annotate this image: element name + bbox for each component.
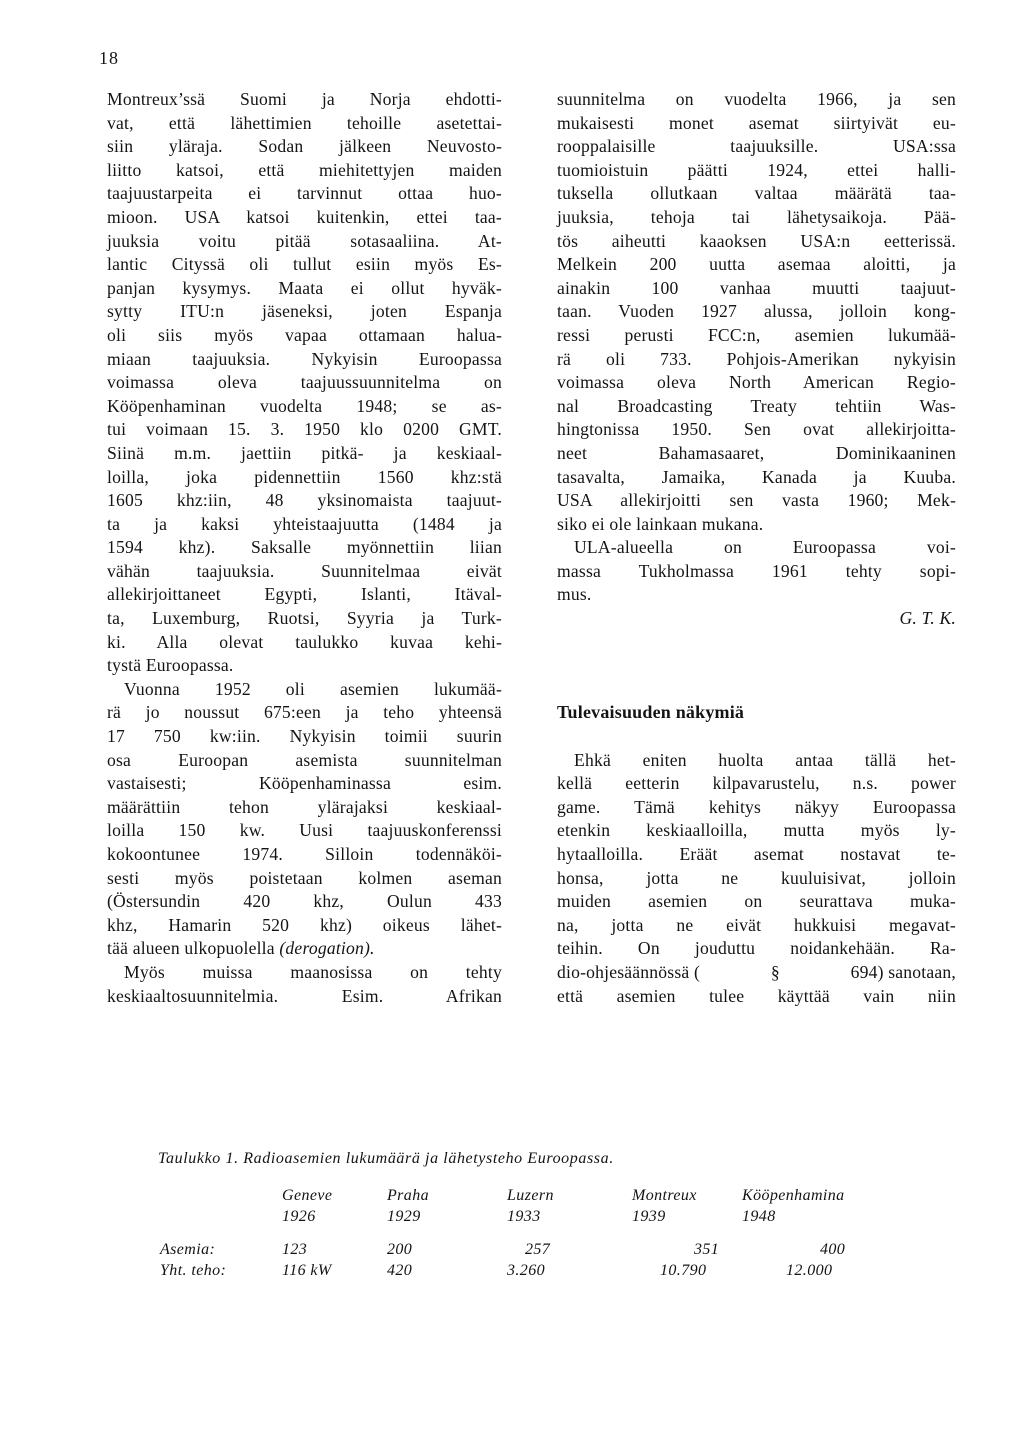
text-line: keskiaaltosuunnitelmia. Esim. Afrikan	[107, 985, 502, 1006]
column-header: Praha	[387, 1186, 429, 1204]
text-line: kellä eetterin kilpavarustelu, n.s. power	[557, 773, 956, 794]
section-heading: Tulevaisuuden näkymiä	[557, 702, 745, 723]
table-cell: 12.000	[786, 1261, 833, 1279]
text-line: ta ja kaksi yhteistaajuutta (1484 ja	[107, 513, 502, 534]
text-line: osa Euroopan asemista suunnitelman	[107, 749, 502, 770]
text-line: tuomioistuin päätti 1924, ettei halli-	[557, 159, 956, 180]
column-year: 1926	[282, 1207, 316, 1225]
text-line: 17 750 kw:iin. Nykyisin toimii suurin	[107, 726, 502, 747]
table-cell: 351	[694, 1240, 720, 1258]
text-line: tös aiheutti kaaoksen USA:n eetterissä.	[557, 230, 956, 251]
table-corner	[160, 1185, 282, 1206]
text-line: Melkein 200 uutta asemaa aloitti, ja	[557, 254, 956, 275]
table-row	[160, 1260, 872, 1281]
text-line: na, jotta ne eivät hukkuisi megavat-	[557, 914, 956, 935]
text-line: allekirjoittaneet Egypti, Islanti, Itäval-	[107, 584, 502, 605]
column-header: Montreux	[632, 1186, 697, 1204]
text-line: miaan taajuuksia. Nykyisin Euroopassa	[107, 348, 502, 369]
text-line: rä oli 733. Pohjois-Amerikan nykyisin	[557, 348, 956, 369]
table-cell: 257	[525, 1240, 551, 1258]
text-fragment: dio-ohjesäännössä (	[557, 961, 701, 982]
text-line: 1594 khz). Saksalle myönnettiin liian	[107, 537, 502, 558]
text-line: massa Tukholmassa 1961 tehty sopi-	[557, 560, 956, 581]
text-line: ainakin 100 vanhaa muutti taajuut-	[557, 277, 956, 298]
text-line: etenkin keskiaalloilla, mutta myös ly-	[557, 820, 956, 841]
text-line: kokoontunee 1974. Silloin todennäköi-	[107, 844, 502, 864]
text-line: juuksia voitu pitää sotasaaliina. At-	[107, 230, 502, 251]
table-cell: 3.260	[507, 1261, 545, 1279]
text-line: hingtonissa 1950. Sen ovat allekirjoitta-	[557, 419, 956, 440]
text-line: tui voimaan 15. 3. 1950 klo 0200 GMT.	[107, 419, 502, 440]
text-fragment: 694) sanotaan,	[850, 961, 956, 982]
text-line: tuksella ollutkaan valtaa määrätä taa-	[557, 183, 956, 204]
text-fragment: tää alueen ulkopuolella	[107, 938, 280, 959]
text-line: 1605 khz:iin, 48 yksinomaista taajuut-	[107, 490, 502, 511]
text-line: nal Broadcasting Treaty tehtiin Was-	[557, 395, 956, 416]
table-cell: 116 kW	[282, 1261, 332, 1279]
table-row	[160, 1239, 872, 1260]
text-line: (Östersundin 420 khz, Oulun 433	[107, 891, 502, 912]
text-line: panjan kysymys. Maata ei ollut hyväk-	[107, 277, 502, 298]
text-line: tasavalta, Jamaika, Kanada ja Kuuba.	[557, 466, 956, 487]
column-year: 1939	[632, 1207, 666, 1225]
text-line: vat, että lähettimien tehoille asetettai-	[107, 112, 502, 133]
table-cell: 123	[282, 1240, 308, 1258]
table-cell: 10.790	[660, 1261, 707, 1279]
text-line: Vuonna 1952 oli asemien lukumää-	[124, 678, 502, 699]
text-line: vastaisesti; Kööpenhaminassa esim.	[107, 773, 502, 794]
text-line: sesti myös poistetaan kolmen aseman	[107, 867, 502, 888]
text-line: lantic Cityssä oli tullut esiin myös Es-	[107, 254, 502, 275]
spacer	[557, 725, 956, 749]
text-line: Siinä m.m. jaettiin pitkä- ja keskiaal-	[107, 442, 502, 463]
table-caption: Taulukko 1. Radioasemien lukumäärä ja lähetysteho Euroopassa.	[158, 1150, 614, 1167]
column-year: 1948	[742, 1207, 776, 1225]
text-line: siko ei ole lainkaan mukana.	[557, 513, 764, 534]
author-initials: G. T. K.	[899, 608, 956, 629]
text-line: siin yläraja. Sodan jälkeen Neuvosto-	[107, 136, 502, 157]
text-line: määrättiin tehon ylärajaksi keskiaal-	[107, 796, 502, 817]
text-line: Ehkä eniten huolta antaa tällä het-	[574, 749, 956, 770]
text-line: Kööpenhaminan vuodelta 1948; se as-	[107, 395, 502, 416]
text-line: loilla 150 kw. Uusi taajuuskonferenssi	[107, 820, 502, 841]
stations-table	[160, 1185, 872, 1281]
table-year-row	[160, 1206, 872, 1239]
table-header-row	[160, 1185, 872, 1206]
text-line: juuksia, tehoja tai lähetysaikoja. Pää-	[557, 206, 956, 227]
text-line: ressi perusti FCC:n, asemien lukumää-	[557, 324, 956, 345]
column-year: 1933	[507, 1207, 541, 1225]
text-line: ULA-alueella on Euroopassa voi-	[574, 537, 956, 558]
text-line: hytaalloilla. Eräät asemat nostavat te-	[557, 844, 956, 864]
row-label: Asemia:	[160, 1240, 216, 1258]
text-line: mioon. USA katsoi kuitenkin, ettei taa-	[107, 206, 502, 227]
text-line: mus.	[557, 584, 592, 605]
text-line: liitto katsoi, että miehitettyjen maiden	[107, 159, 502, 180]
text-line: teihin. On jouduttu noidankehään. Ra-	[557, 938, 956, 959]
text-line: suunnitelma on vuodelta 1966, ja sen	[557, 89, 956, 109]
page-number: 18	[99, 48, 119, 68]
column-header: Luzern	[507, 1186, 554, 1204]
text-line: tystä Euroopassa.	[107, 655, 234, 676]
text-line: loilla, joka pidennettiin 1560 khz:stä	[107, 466, 502, 487]
text-line: että asemien tulee käyttää vain niin	[557, 985, 956, 1006]
text-line: taajuustarpeita ei tarvinnut ottaa huo-	[107, 183, 502, 204]
text-line	[557, 961, 956, 985]
text-line: USA allekirjoitti sen vasta 1960; Mek-	[557, 490, 956, 511]
spacer	[557, 678, 956, 702]
table-corner	[160, 1206, 282, 1239]
text-line: taan. Vuoden 1927 alussa, jolloin kong-	[557, 301, 956, 322]
text-line: Myös muissa maanosissa on tehty	[124, 961, 502, 982]
text-line: oli siis myös vapaa ottamaan halua-	[107, 324, 502, 345]
table-cell: 420	[387, 1261, 413, 1279]
italic-term: (derogation).	[279, 938, 375, 959]
text-line: game. Tämä kehitys näkyy Euroopassa	[557, 796, 956, 817]
table-cell: 400	[820, 1240, 846, 1258]
right-column	[557, 88, 956, 1008]
section-symbol: §	[770, 961, 780, 982]
column-header: Geneve	[282, 1186, 333, 1204]
text-line: khz, Hamarin 520 khz) oikeus lähet-	[107, 914, 502, 935]
text-line: vähän taajuuksia. Suunnitelmaa eivät	[107, 560, 502, 581]
spacer	[557, 654, 956, 678]
text-line	[107, 937, 502, 961]
text-line: mukaisesti monet asemat siirtyivät eu-	[557, 112, 956, 133]
text-line: voimassa oleva taajuussuunnitelma on	[107, 372, 502, 393]
text-line: sytty ITU:n jäseneksi, joten Espanja	[107, 301, 502, 322]
table-cell: 200	[387, 1240, 413, 1258]
text-line: voimassa oleva North American Regio-	[557, 372, 956, 393]
text-line: rä jo noussut 675:een ja teho yhteensä	[107, 702, 502, 723]
left-column	[107, 88, 502, 1008]
spacer	[557, 631, 956, 655]
column-header: Kööpenhamina	[742, 1186, 845, 1204]
column-year: 1929	[387, 1207, 421, 1225]
text-line: ki. Alla olevat taulukko kuvaa kehi-	[107, 631, 502, 652]
text-line: Montreux’ssä Suomi ja Norja ehdotti-	[107, 89, 502, 109]
text-line: honsa, jotta ne kuuluisivat, jolloin	[557, 867, 956, 888]
text-line: neet Bahamasaaret, Dominikaaninen	[557, 442, 956, 463]
row-label: Yht. teho:	[160, 1261, 227, 1279]
text-line: rooppalaisille taajuuksille. USA:ssa	[557, 136, 956, 157]
text-line: ta, Luxemburg, Ruotsi, Syyria ja Turk-	[107, 608, 502, 629]
text-line: muiden asemien on seurattava muka-	[557, 891, 956, 912]
